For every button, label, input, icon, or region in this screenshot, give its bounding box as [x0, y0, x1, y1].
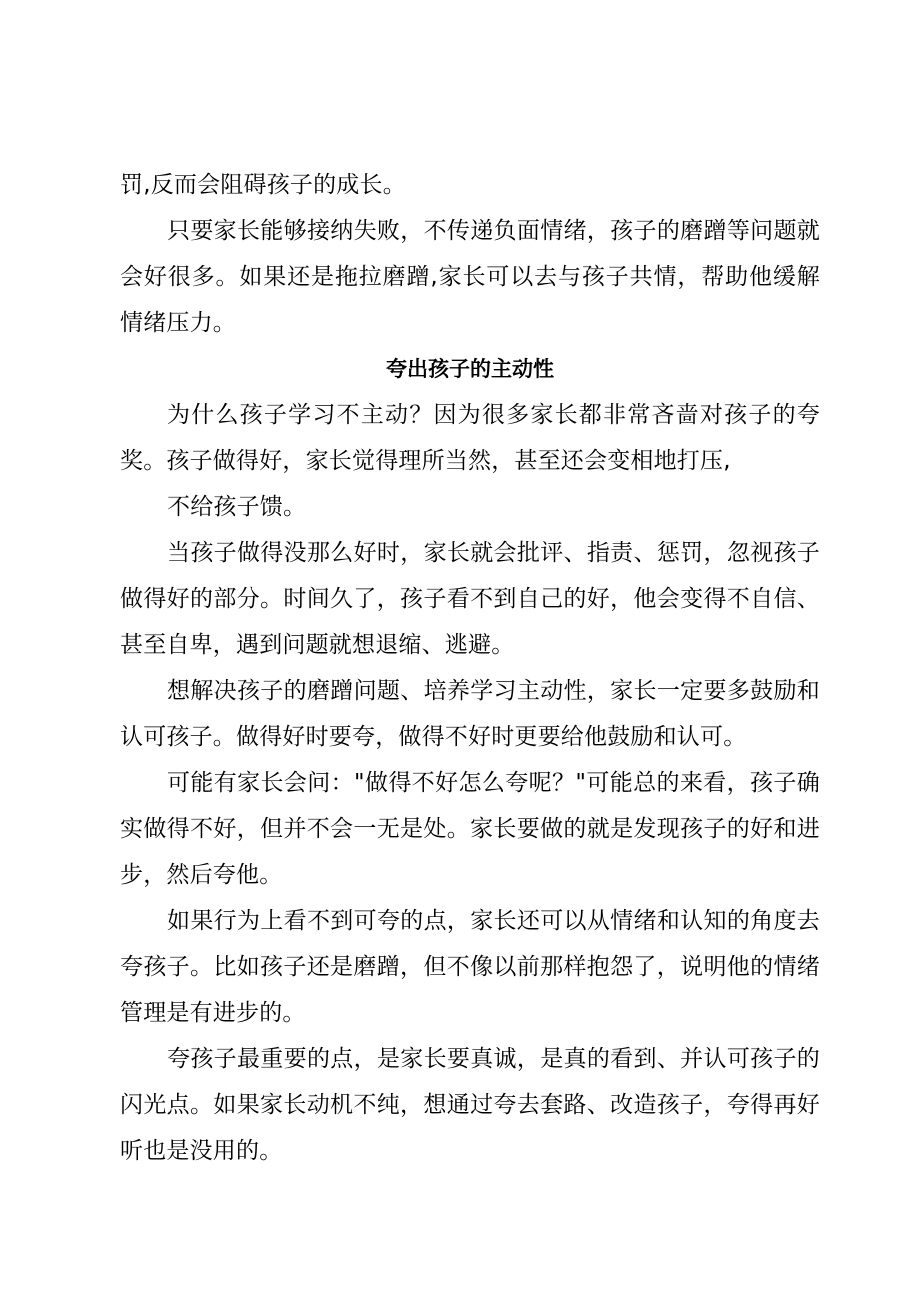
paragraph: 想解决孩子的磨蹭问题、培养学习主动性，家长一定要多鼓励和认可孩子。做得好时要夸，做得不好时更要给他鼓励和认可。 — [120, 678, 820, 750]
paragraph: 只要家长能够接纳失败，不传递负面情绪，孩子的磨蹭等问题就会好很多。如果还是拖拉磨蹭,家长可以去与孩子共情，帮助他缓解情绪压力。 — [120, 218, 820, 336]
paragraph-continuation: 罚,反而会阻碍孩子的成长。 — [120, 172, 406, 198]
paragraph: 不给孩子馈。 — [167, 494, 307, 520]
paragraph: 如果行为上看不到可夸的点，家长还可以从情绪和认知的角度去夸孩子。比如孩子还是磨蹭，但不像以前那样抱怨了，说明他的情绪管理是有进步的。 — [120, 908, 820, 1026]
section-heading: 夸出孩子的主动性 — [386, 357, 554, 381]
paragraph: 夸孩子最重要的点，是家长要真诚，是真的看到、并认可孩子的闪光点。如果家长动机不纯，想通过夸去套路、改造孩子，夸得再好听也是没用的。 — [120, 1046, 820, 1164]
paragraph: 当孩子做得没那么好时，家长就会批评、指责、惩罚，忽视孩子做得好的部分。时间久了，孩子看不到自己的好，他会变得不自信、甚至自卑，遇到问题就想退缩、逃避。 — [120, 540, 820, 658]
paragraph: 可能有家长会问："做得不好怎么夸呢？"可能总的来看，孩子确实做得不好，但并不会一无是处。家长要做的就是发现孩子的好和进步，然后夸他。 — [120, 770, 820, 888]
paragraph: 为什么孩子学习不主动？因为很多家长都非常吝啬对孩子的夸奖。孩子做得好，家长觉得理所当然，甚至还会变相地打压, — [120, 402, 820, 474]
document-body — [120, 162, 820, 1174]
